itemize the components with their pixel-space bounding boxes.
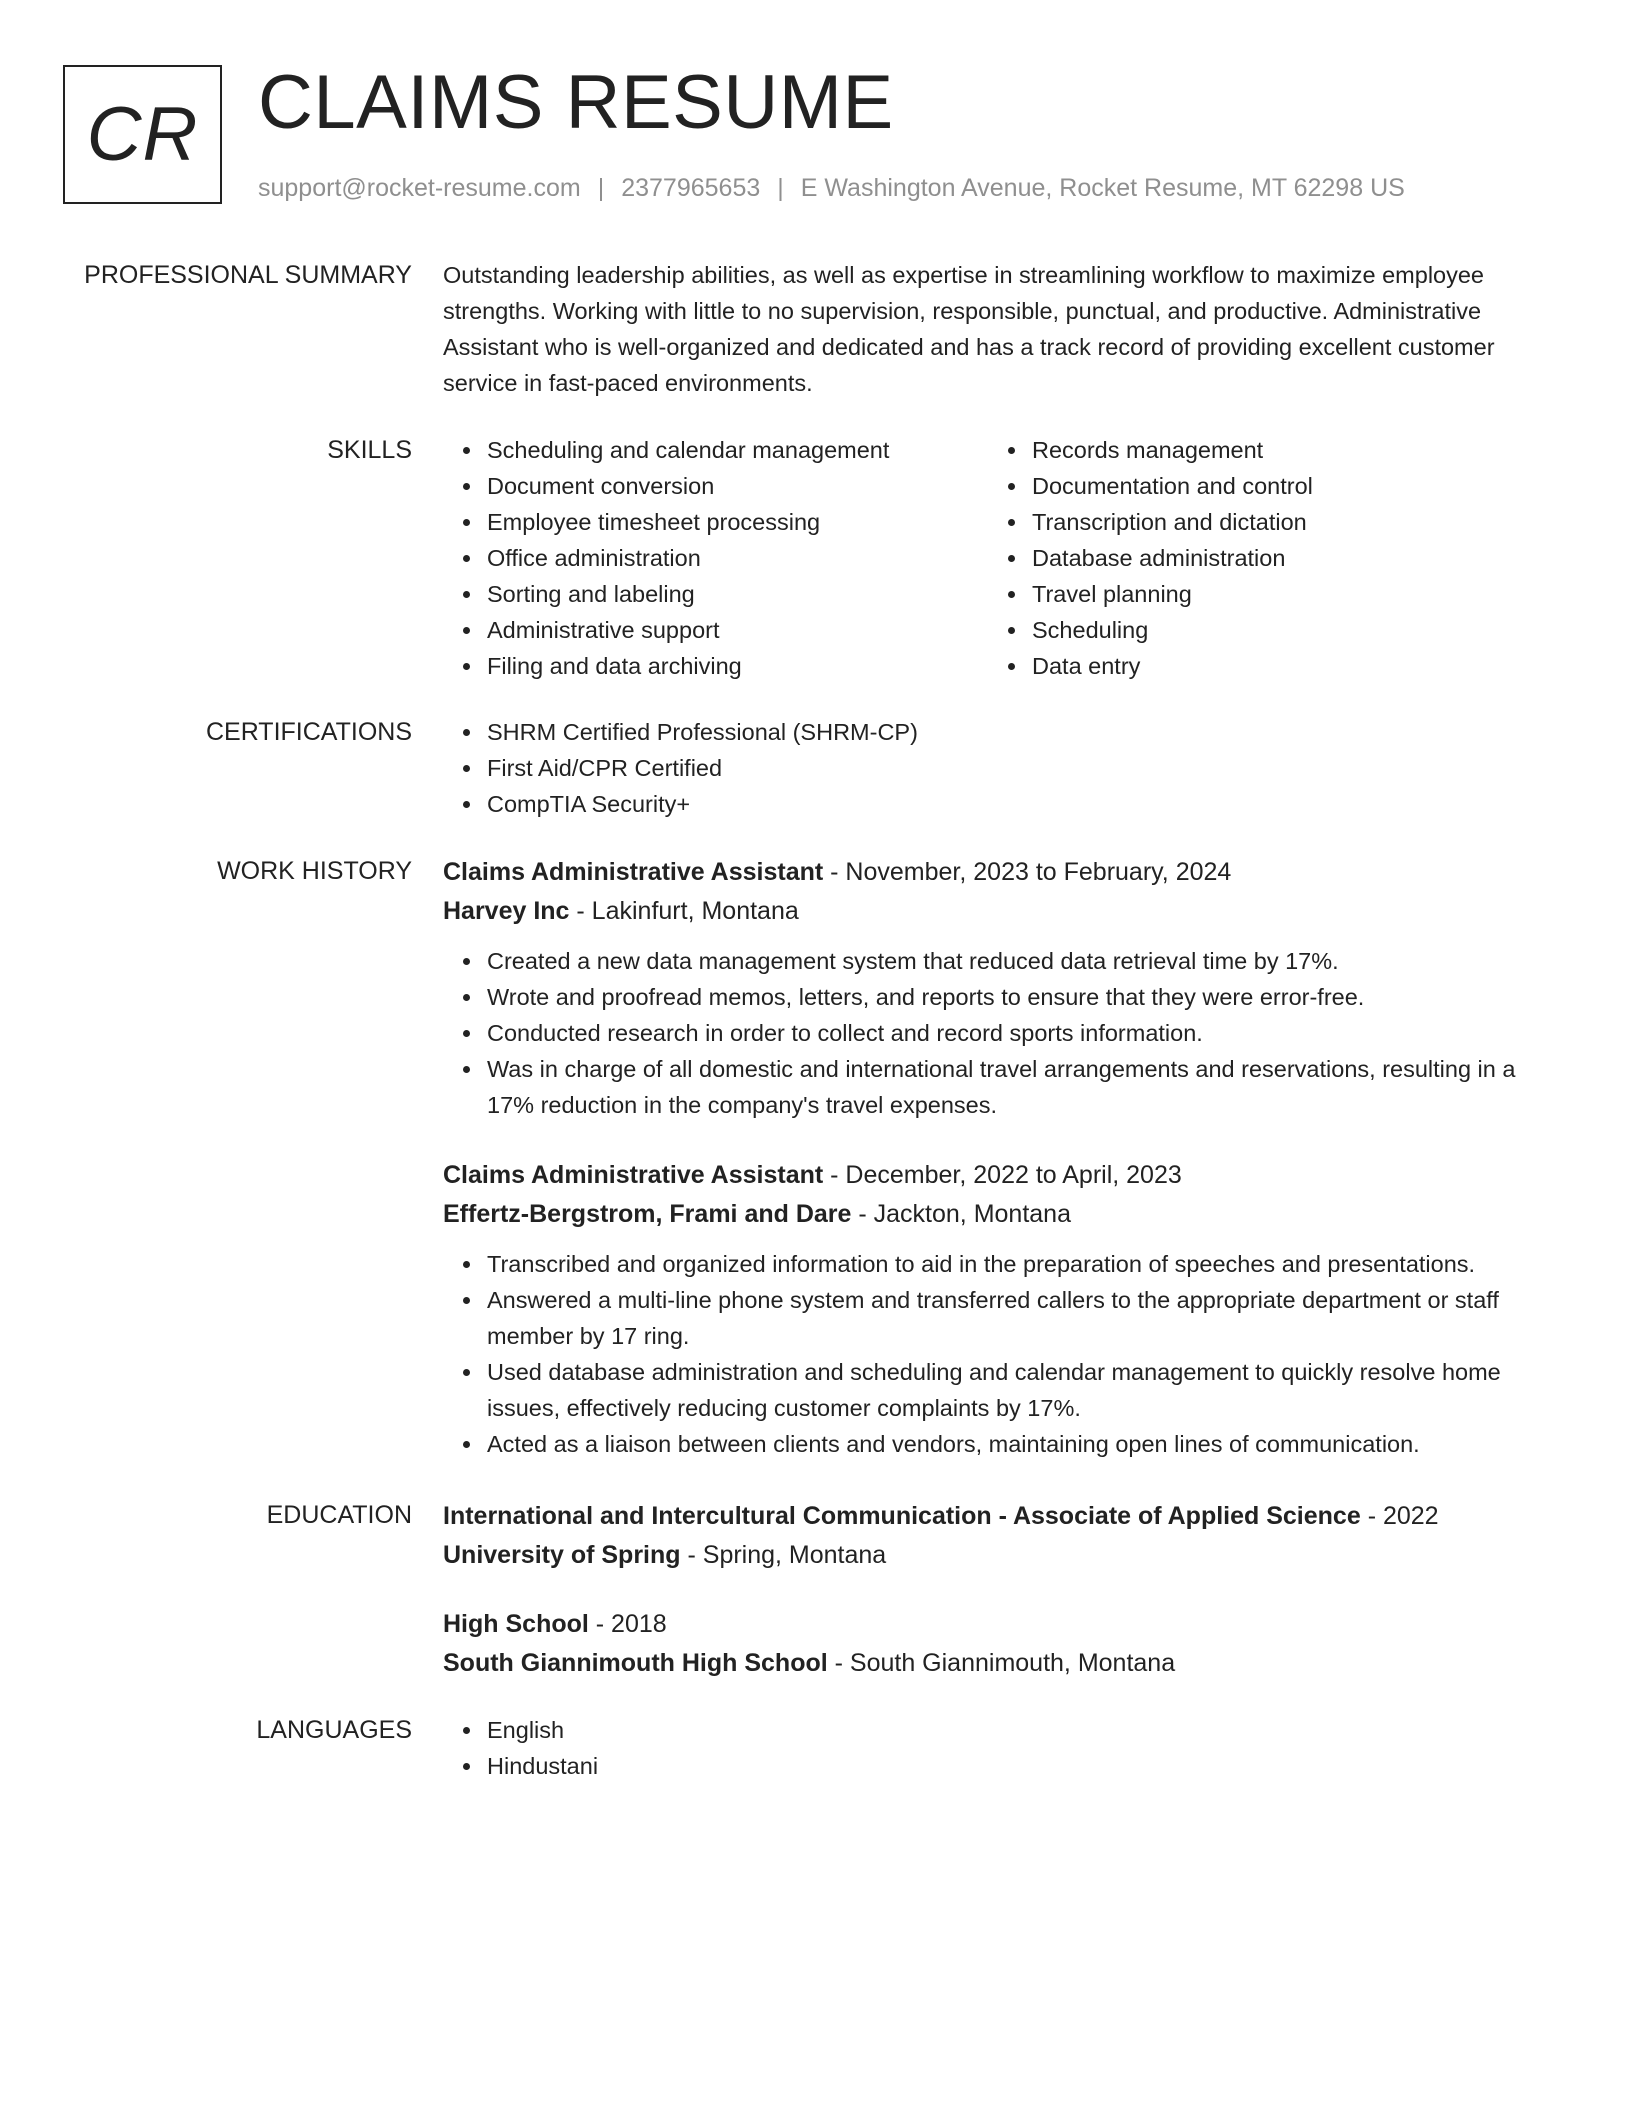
skill-item: Transcription and dictation	[1032, 504, 1533, 540]
job-bullets	[443, 1246, 1563, 1462]
skill-item: Scheduling	[1032, 612, 1533, 648]
skills-content	[443, 432, 1563, 684]
section-label: WORK HISTORY	[217, 857, 412, 885]
education-school-line	[443, 1644, 1563, 1683]
skill-item: Records management	[1032, 432, 1533, 468]
education-year: - 2018	[588, 1610, 667, 1638]
language-item: Hindustani	[487, 1748, 1563, 1784]
education-school-line	[443, 1536, 1563, 1575]
work-history-content	[443, 853, 1563, 1462]
job-company: Effertz-Bergstrom, Frami and Dare	[443, 1200, 852, 1228]
job-bullet: Transcribed and organized information to aid in the preparation of speeches and presentations.	[487, 1246, 1563, 1282]
contact-separator: |	[597, 174, 605, 202]
skill-item: Filing and data archiving	[487, 648, 988, 684]
job-bullet: Acted as a liaison between clients and vendors, maintaining open lines of communication.	[487, 1426, 1563, 1462]
job-bullet: Used database administration and scheduling and calendar management to quickly resolve home issues, effectively reducing customer complaints by 17%.	[487, 1354, 1563, 1426]
education-entry	[443, 1497, 1563, 1575]
certification-item: CompTIA Security+	[487, 786, 1563, 822]
education-degree-line	[443, 1605, 1563, 1644]
job-bullet: Created a new data management system that reduced data retrieval time by 17%.	[487, 943, 1563, 979]
skill-item: Data entry	[1032, 648, 1533, 684]
skill-item: Administrative support	[487, 612, 988, 648]
contact-phone: 2377965653	[621, 174, 761, 202]
job-dates: - December, 2022 to April, 2023	[823, 1161, 1182, 1189]
education-degree: High School	[443, 1610, 589, 1638]
contact-address: E Washington Avenue, Rocket Resume, MT 62298 US	[800, 174, 1405, 202]
certification-item: First Aid/CPR Certified	[487, 750, 1563, 786]
resume-name: CLAIMS RESUME	[258, 60, 894, 145]
job-company-line	[443, 1195, 1563, 1234]
skill-item: Database administration	[1032, 540, 1533, 576]
contact-line	[258, 174, 1405, 203]
skill-item: Travel planning	[1032, 576, 1533, 612]
certifications-content	[443, 714, 1563, 822]
education-year: - 2022	[1360, 1502, 1439, 1530]
skill-item: Scheduling and calendar management	[487, 432, 988, 468]
certification-item: SHRM Certified Professional (SHRM-CP)	[487, 714, 1563, 750]
section-label: EDUCATION	[266, 1501, 412, 1529]
skill-item: Office administration	[487, 540, 988, 576]
job-entry	[443, 853, 1563, 1123]
job-title: Claims Administrative Assistant	[443, 1161, 824, 1189]
job-location: - Lakinfurt, Montana	[569, 897, 799, 925]
summary-paragraph: Outstanding leadership abilities, as well as expertise in streamlining workflow to maximize employee strengths. Working with little to no supervision, responsible, punctual, and productive. Administrative Assistant who is well-organized and dedicated and has a track record of providing excellent customer service in fast-paced environments.	[443, 262, 1495, 396]
job-title-line	[443, 1156, 1563, 1195]
job-entry	[443, 1156, 1563, 1462]
job-company-line	[443, 892, 1563, 931]
education-location: - Spring, Montana	[680, 1541, 887, 1569]
contact-separator: |	[777, 174, 784, 202]
education-content	[443, 1497, 1563, 1683]
summary-text	[443, 257, 1563, 401]
section-label: CERTIFICATIONS	[205, 718, 412, 746]
job-bullet: Answered a multi-line phone system and transferred callers to the appropriate department or staff member by 17 ring.	[487, 1282, 1563, 1354]
job-dates: - November, 2023 to February, 2024	[823, 858, 1232, 886]
education-degree-line	[443, 1497, 1563, 1536]
monogram-logo: CR	[63, 65, 222, 204]
languages-list	[443, 1712, 1563, 1784]
section-label: PROFESSIONAL SUMMARY	[84, 261, 412, 289]
contact-email: support@rocket-resume.com	[258, 174, 581, 202]
education-location: - South Giannimouth, Montana	[827, 1649, 1176, 1677]
section-label: LANGUAGES	[256, 1716, 412, 1744]
education-degree: International and Intercultural Communication - Associate of Applied Science	[443, 1502, 1361, 1530]
job-location: - Jackton, Montana	[851, 1200, 1071, 1228]
job-bullet: Conducted research in order to collect and record sports information.	[487, 1015, 1563, 1051]
skill-item: Document conversion	[487, 468, 988, 504]
language-item: English	[487, 1712, 1563, 1748]
languages-content	[443, 1712, 1563, 1784]
skill-item: Sorting and labeling	[487, 576, 988, 612]
resume-header	[63, 60, 1563, 210]
skill-item: Employee timesheet processing	[487, 504, 988, 540]
skill-item: Documentation and control	[1032, 468, 1533, 504]
education-school: University of Spring	[443, 1541, 681, 1569]
job-bullets	[443, 943, 1563, 1123]
certifications-list	[443, 714, 1563, 822]
job-bullet: Was in charge of all domestic and international travel arrangements and reservations, resulting in a 17% reduction in the company's travel expenses.	[487, 1051, 1563, 1123]
education-entry	[443, 1605, 1563, 1683]
job-title: Claims Administrative Assistant	[443, 858, 824, 886]
job-title-line	[443, 853, 1563, 892]
job-company: Harvey Inc	[443, 897, 570, 925]
skills-list-left	[443, 432, 988, 684]
job-bullet: Wrote and proofread memos, letters, and reports to ensure that they were error-free.	[487, 979, 1563, 1015]
education-school: South Giannimouth High School	[443, 1649, 828, 1677]
section-label: SKILLS	[327, 436, 412, 464]
skills-list-right	[988, 432, 1533, 684]
